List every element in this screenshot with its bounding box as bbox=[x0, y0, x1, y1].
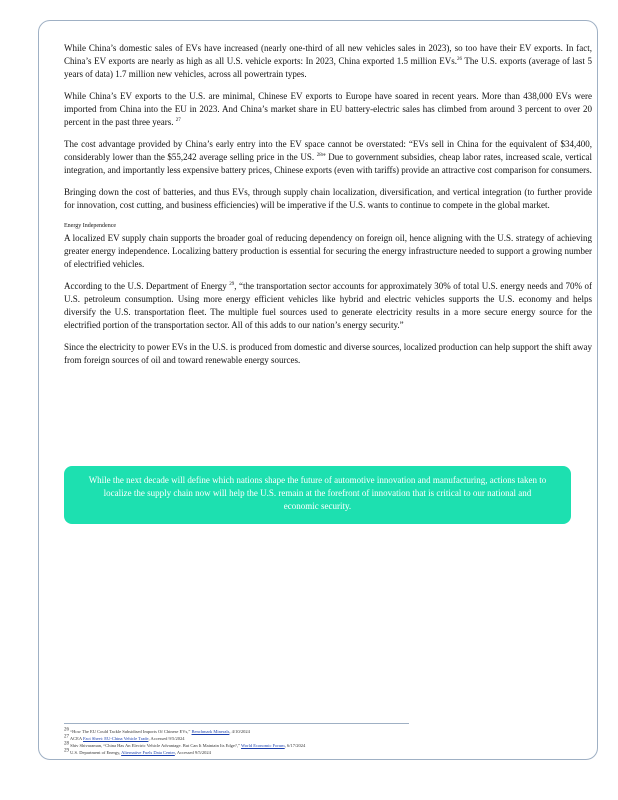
footnote-text: Shiv Shivaraman, “China Has An Electric Vehicle Advantage. But Can It Maintain Its Edge?,” bbox=[70, 743, 242, 748]
footnote-number: 27 bbox=[64, 734, 69, 740]
paragraph-ev-exports bbox=[64, 42, 592, 81]
paragraph-battery-costs: Bringing down the cost of batteries, and thus EVs, through supply chain localization, diversification, and vertical integration (to further provide for innovation, cost cutting, and business efficiencies) will be imperative if the U.S. wants to continue to compete in the global market. bbox=[64, 187, 592, 210]
footnote-link[interactable]: Benchmark Minerals bbox=[191, 729, 230, 734]
section-heading: Energy Independence bbox=[64, 223, 117, 229]
footnote-number: 26 bbox=[64, 727, 69, 733]
footnote-ref: 26 bbox=[456, 57, 462, 62]
footnote-text: “How The EU Could Tackle Subsidised Imports Of Chinese EVs,” bbox=[70, 729, 192, 734]
footnote-ref: 29 bbox=[229, 282, 235, 287]
text-run: ” Due to government subsidies, cheap labor rates, increased scale, vertical integration, and importantly less expensive battery prices, Chinese exports (even with tariffs) provide an attractive cost comparison for consumers. bbox=[64, 152, 592, 175]
text-run: According to the U.S. Department of Energy bbox=[64, 281, 227, 291]
paragraph-europe-exports bbox=[64, 90, 592, 129]
footnote-link[interactable]: Fact Sheet: EU-China Vehicle Trade bbox=[83, 736, 149, 741]
footnote-28 bbox=[64, 742, 409, 749]
footnote-number: 29 bbox=[64, 748, 69, 754]
footnote-text: ACEA bbox=[69, 736, 84, 741]
footnote-text: U.S. Department of Energy, bbox=[70, 750, 122, 755]
callout-box bbox=[64, 466, 571, 524]
footnote-link[interactable]: World Economic Forum bbox=[241, 743, 285, 748]
text-run: While China’s EV exports to the U.S. are minimal, Chinese EV exports to Europe have soared in recent years. More than 438,000 EVs were imported from China into the EU in 2023. And China’s market share in EU battery-electric sales has climbed from around 3 percent to over 20 percent in the past three years. bbox=[64, 91, 592, 127]
paragraph-doe-quote bbox=[64, 280, 592, 332]
footnote-29 bbox=[64, 749, 409, 756]
footnote-ref: 28 bbox=[316, 153, 322, 158]
text-run: The cost advantage provided by China’s early entry into the EV space cannot be overstated: “EVs sell in China for the equivalent of $34,400, considerably lower than the $55,242 average selling price in the US. bbox=[64, 139, 592, 162]
callout-text: While the next decade will define which nations shape the future of automotive innovation and manufacturing, actions taken to localize the supply chain now will help the U.S. remain at the forefront of innovation that is critical to our national and economic security. bbox=[88, 475, 547, 511]
footnote-date: , Accessed 9/5/2024 bbox=[148, 736, 185, 741]
footnote-link[interactable]: Alternative Fuels Data Center bbox=[121, 750, 175, 755]
text-run: While China’s domestic sales of EVs have increased (nearly one-third of all new vehicles sales in 2023), so too have their EV exports. In fact, China’s EV exports are nearly as high as all U.S. vehicle exports: In 2023, China exported 1.5 million EVs. bbox=[64, 43, 592, 66]
footnote-date: , Accessed 9/5/2024 bbox=[174, 750, 211, 755]
footnotes bbox=[64, 723, 409, 756]
footnote-date: , 4/10/2024 bbox=[229, 729, 250, 734]
paragraph-energy-independence: A localized EV supply chain supports the broader goal of reducing dependency on foreign oil, hence aligning with the U.S. strategy of achieving greater energy independence. Localizing battery production is essential for securing the energy infrastructure needed to support a growing number of electrified vehicles. bbox=[64, 233, 592, 269]
footnote-date: , 6/17/2024 bbox=[284, 743, 306, 748]
footnote-ref: 27 bbox=[175, 118, 181, 123]
text-run: The U.S. exports (average of last 5 years of data) 1.7 million new vehicles, across all powertrain types. bbox=[64, 56, 593, 79]
footnote-number: 28 bbox=[64, 741, 69, 747]
body-content bbox=[64, 42, 592, 376]
paragraph-domestic-electricity: Since the electricity to power EVs in the U.S. is produced from domestic and diverse sources, localized production can help support the shift away from foreign sources of oil and toward renewable energy sources. bbox=[64, 342, 592, 365]
paragraph-cost-advantage bbox=[64, 138, 592, 177]
footnote-26 bbox=[64, 728, 409, 735]
text-run: , “the transportation sector accounts for approximately 30% of total U.S. energy needs and 70% of U.S. petroleum consumption. Using more energy efficient vehicles like hybrid and electric vehicles supports the U.S. economy and helps diversify the U.S. transportation fleet. The multiple fuel sources used to generate electricity results in a more secure energy source for the electrified portion of the transportation sector. All of this adds to our nation’s energy security.” bbox=[64, 281, 593, 330]
footnote-27 bbox=[64, 735, 409, 742]
